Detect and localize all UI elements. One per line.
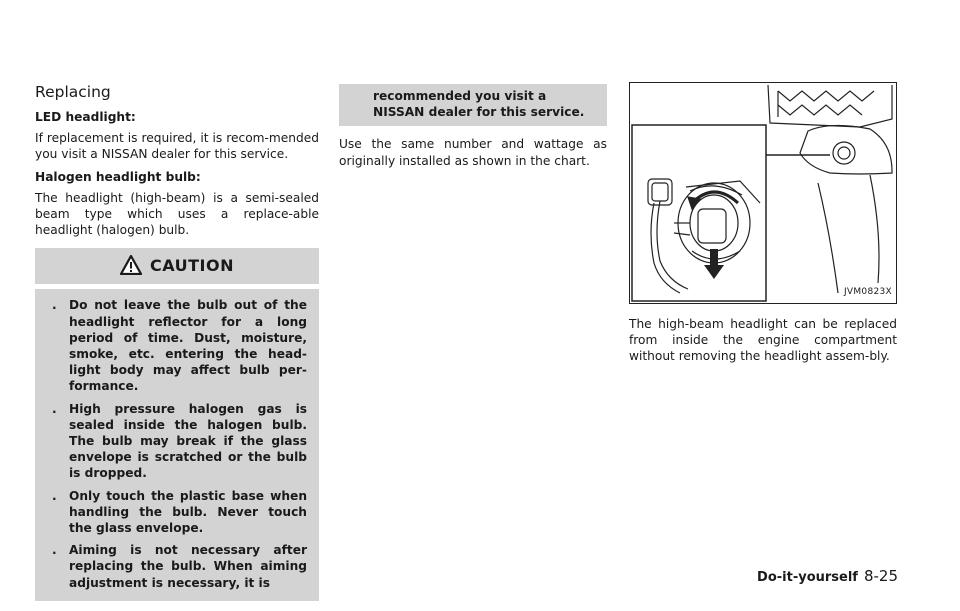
headlight-drawing bbox=[630, 83, 896, 303]
middle-column bbox=[339, 84, 607, 175]
led-text: If replacement is required, it is recom-mended you visit a NISSAN dealer for this service. bbox=[35, 131, 319, 162]
wattage-text: Use the same number and wattage as originally installed as shown in the chart. bbox=[339, 137, 607, 168]
figure-label: JVM0823X bbox=[843, 286, 892, 297]
bullet: . bbox=[52, 401, 57, 416]
caution-item bbox=[47, 401, 307, 482]
page-footer bbox=[757, 567, 898, 585]
page-number: 8-25 bbox=[863, 567, 898, 585]
caution-continued: recommended you visit a NISSAN dealer for this service. bbox=[339, 84, 607, 126]
bullet: . bbox=[52, 298, 57, 313]
caution-item-text: Aiming is not necessary after replacing the bulb. When aiming adjustment is necessary, it is bbox=[69, 543, 307, 590]
bullet: . bbox=[52, 543, 57, 558]
footer-section: Do-it-yourself bbox=[757, 570, 858, 585]
caution-item bbox=[47, 297, 307, 394]
led-heading: LED headlight: bbox=[35, 110, 136, 124]
caution-list bbox=[35, 289, 319, 600]
caution-item bbox=[47, 488, 307, 537]
caution-item-text: High pressure halogen gas is sealed inside the halogen bulb. The bulb may break if the glass envelope is scratched or the bulb is dropped. bbox=[69, 401, 307, 481]
halogen-text: The headlight (high-beam) is a semi-sealed beam type which uses a replace-able headlight (halogen) bulb. bbox=[35, 190, 319, 238]
warning-icon bbox=[120, 255, 142, 278]
caution-title: CAUTION bbox=[150, 256, 234, 276]
section-title: Replacing bbox=[35, 83, 111, 101]
caution-item bbox=[47, 542, 307, 591]
headlight-illustration bbox=[629, 82, 897, 304]
high-beam-text: The high-beam headlight can be replaced from inside the engine compartment without removing the headlight assem-bly. bbox=[629, 317, 897, 364]
caution-box bbox=[35, 248, 319, 600]
bullet: . bbox=[52, 488, 57, 503]
caution-item-text: Only touch the plastic base when handling the bulb. Never touch the glass envelope. bbox=[69, 488, 307, 536]
left-column bbox=[35, 82, 319, 601]
right-column bbox=[629, 82, 897, 371]
caution-header bbox=[35, 248, 319, 284]
halogen-heading: Halogen headlight bulb: bbox=[35, 169, 201, 184]
caution-item-text: Do not leave the bulb out of the headlight reflector for a long period of time. Dust, moisture, smoke, etc. entering the head-light body may affect bulb per-formance. bbox=[69, 298, 307, 394]
